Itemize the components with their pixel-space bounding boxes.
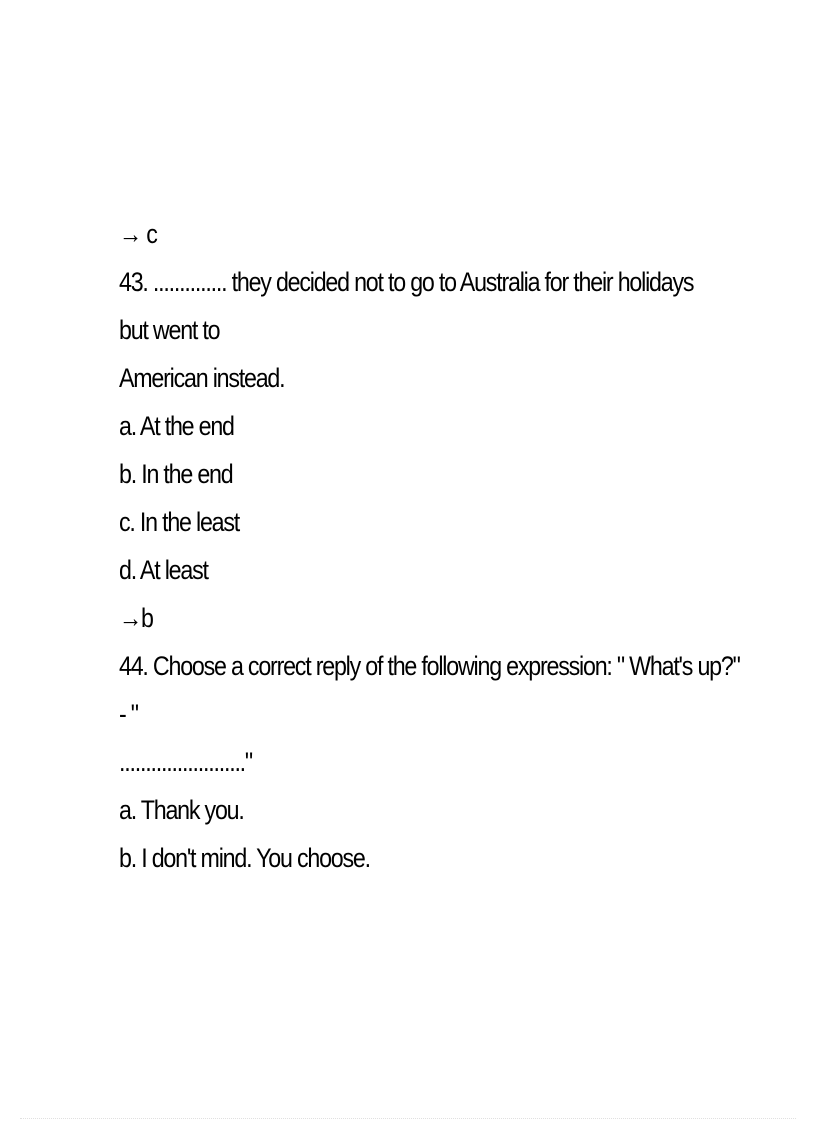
option-44-b: b. I don't mind. You choose. [119, 843, 370, 873]
document-text [119, 210, 740, 882]
option-43-b: b. In the end [119, 459, 233, 489]
page-bottom-divider [20, 1118, 796, 1119]
option-43-d: d. At least [119, 555, 208, 585]
question-44-cont-1: - " [119, 699, 138, 729]
question-43-cont-1: but went to [119, 315, 220, 345]
question-44-cont-2: ........................" [119, 747, 252, 777]
question-43: 43. .............. they decided not to go to Australia for their holidays [119, 267, 694, 297]
option-44-a: a. Thank you. [119, 795, 244, 825]
answer-42: → c [119, 219, 157, 249]
question-44: 44. Choose a correct reply of the following expression: " What's up?" [119, 651, 740, 681]
question-43-cont-2: American instead. [119, 363, 285, 393]
answer-43: →b [119, 603, 153, 633]
option-43-c: c. In the least [119, 507, 240, 537]
option-43-a: a. At the end [119, 411, 234, 441]
